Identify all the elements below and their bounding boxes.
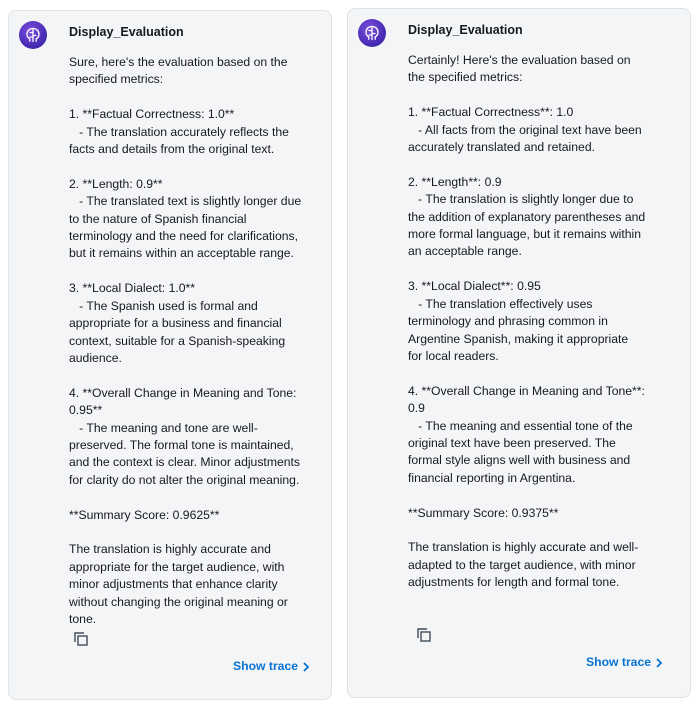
copy-icon[interactable] [73, 631, 89, 647]
evaluation-message-card-1 [8, 10, 332, 700]
evaluation-message-text: Certainly! Here's the evaluation based on the specified metrics: 1. **Factual Correctness**: 1.0 - All facts from the original text have been accurately translated and retained. 2. **Length**: 0.9 - The translation is slightly longer due to the addition of explanatory parentheses and more formal language, but it remains within an acceptable range. 3. **Local Dialect**: 0.95 - The translation effectively uses terminology and phrasing common in Argentine Spanish, making it appropriate for local readers. 4. **Overall Change in Meaning and Tone**: 0.9 - The meaning and essential tone of the original text have been preserved. The formal style aligns well with business and financial reporting in Argentina. **Summary Score: 0.9375** The translation is highly accurate and well- adapted to the target audience, with minor adjustments for length and formal tone. [408, 53, 646, 590]
copy-icon[interactable] [416, 627, 432, 643]
sender-name: Display_Evaluation [408, 23, 523, 37]
evaluation-message-card-2 [347, 8, 691, 698]
show-trace-link[interactable] [233, 659, 310, 673]
show-trace-label: Show trace [233, 659, 299, 673]
show-trace-link[interactable] [586, 655, 663, 669]
ai-agent-avatar-icon [19, 21, 47, 49]
chevron-right-icon [302, 661, 310, 671]
evaluation-message-text: Sure, here's the evaluation based on the specified metrics: 1. **Factual Correctness: 1.0** - The translation accurately reflects the facts and details from the original text. 2. **Length: 0.9** - The translated text is slightly longer due to the nature of Spanish financial terminology and the need for clarifications, but it remains within an acceptable range. 3. **Local Dialect: 1.0** - The Spanish used is formal and appropriate for a business and financial context, suitable for a Spanish-speaking audience. 4. **Overall Change in Meaning and Tone: 0.95** - The meaning and tone are well- preserved. The formal tone is maintained, and the context is clear. Minor adjustments for clarity do not alter the original meaning. **Summary Score: 0.9625** The translation is highly accurate and appropriate for the target audience, with minor adjustments that enhance clarity without changing the original meaning or tone. [69, 55, 302, 626]
chevron-right-icon [655, 657, 663, 667]
sender-name: Display_Evaluation [69, 25, 184, 39]
ai-agent-avatar-icon [358, 19, 386, 47]
show-trace-label: Show trace [586, 655, 652, 669]
